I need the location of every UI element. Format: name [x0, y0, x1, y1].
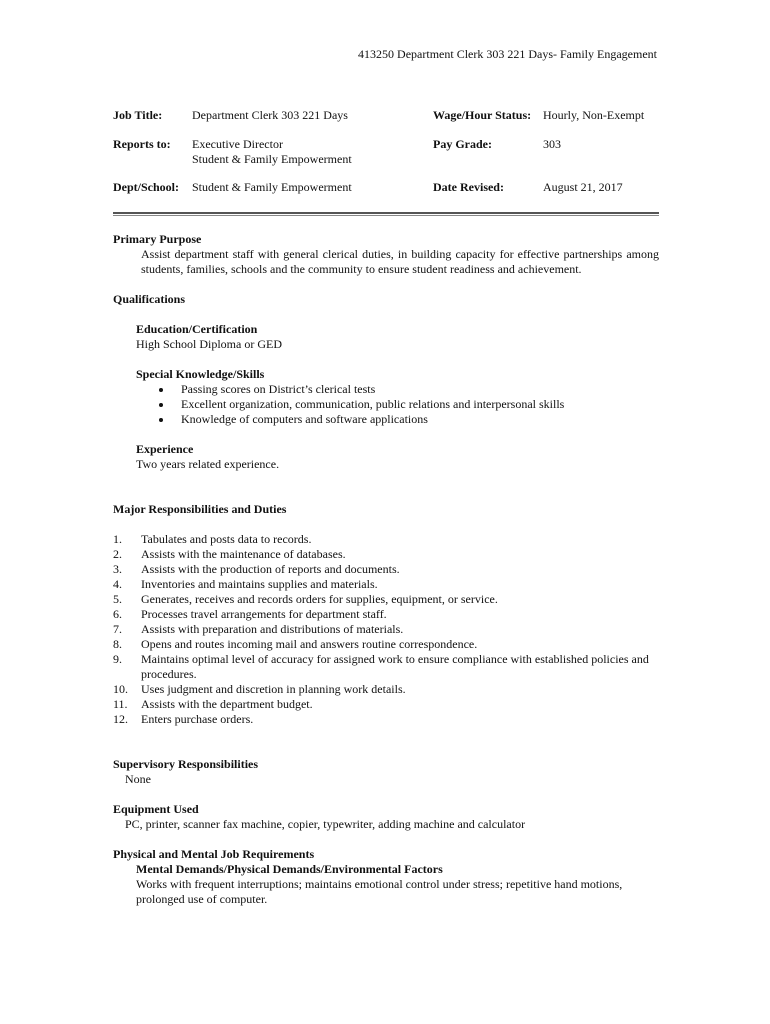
duty-text: Inventories and maintains supplies and materials. [141, 577, 378, 591]
bullet-icon [159, 403, 163, 407]
list-item [113, 622, 659, 637]
info-row-dept [113, 180, 659, 210]
experience-heading: Experience [136, 442, 194, 456]
duty-number: 11. [113, 697, 128, 711]
list-item [136, 412, 659, 427]
education-text: High School Diploma or GED [136, 337, 282, 351]
duties-heading: Major Responsibilities and Duties [113, 502, 287, 516]
divider-thin [113, 215, 659, 216]
duty-text: Processes travel arrangements for department staff. [141, 607, 387, 621]
experience-text: Two years related experience. [136, 457, 280, 471]
education-heading: Education/Certification [136, 322, 258, 336]
duties-list [113, 532, 659, 727]
qualifications-heading: Qualifications [113, 292, 186, 306]
list-item [113, 712, 659, 727]
section-qualifications [113, 292, 659, 472]
reports-to-label: Reports to: [113, 137, 171, 151]
duty-number: 6. [113, 607, 122, 621]
dept-school-value: Student & Family Empowerment [192, 180, 352, 194]
date-revised-value: August 21, 2017 [543, 180, 623, 194]
wage-status-value: Hourly, Non-Exempt [543, 108, 645, 122]
duty-number: 5. [113, 592, 122, 606]
skill-text: Knowledge of computers and software applications [181, 412, 428, 426]
pay-grade-value: 303 [543, 137, 561, 151]
reports-to-value [192, 137, 352, 167]
duty-number: 3. [113, 562, 122, 576]
skill-text: Passing scores on District’s clerical tests [181, 382, 376, 396]
section-primary-purpose [113, 232, 659, 277]
section-physical [113, 847, 659, 907]
divider-thick [113, 212, 659, 214]
skills-list [113, 382, 659, 427]
primary-purpose-heading: Primary Purpose [113, 232, 202, 246]
duty-number: 4. [113, 577, 122, 591]
duty-number: 2. [113, 547, 122, 561]
duty-number: 8. [113, 637, 122, 651]
supervisory-heading: Supervisory Responsibilities [113, 757, 259, 771]
list-item [136, 382, 659, 397]
duty-text: Assists with the maintenance of databases. [141, 547, 346, 561]
list-item [113, 652, 659, 682]
list-item [113, 607, 659, 622]
physical-heading: Physical and Mental Job Requirements [113, 847, 315, 861]
duty-text: Maintains optimal level of accuracy for assigned work to ensure compliance with established policies and procedures. [141, 652, 649, 681]
info-row-reports-to [113, 137, 659, 180]
duty-text: Uses judgment and discretion in planning work details. [141, 682, 406, 696]
section-duties [113, 502, 659, 727]
skill-text: Excellent organization, communication, public relations and interpersonal skills [181, 397, 565, 411]
list-item [113, 592, 659, 607]
list-item [113, 547, 659, 562]
primary-purpose-text: Assist department staff with general clerical duties, in building capacity for effective partnerships among students, families, schools and the community to ensure student readiness and achievement. [141, 247, 659, 276]
physical-text: Works with frequent interruptions; maintains emotional control under stress; repetitive hand motions, prolonged use of computer. [136, 877, 623, 906]
duty-text: Assists with preparation and distributions of materials. [141, 622, 404, 636]
duty-text: Assists with the department budget. [141, 697, 313, 711]
list-item [113, 637, 659, 652]
duty-number: 7. [113, 622, 122, 636]
duty-number: 9. [113, 652, 122, 666]
info-row-job-title [113, 108, 659, 137]
document-header: 413250 Department Clerk 303 221 Days- Family Engagement [358, 47, 657, 61]
duty-text: Assists with the production of reports and documents. [141, 562, 400, 576]
list-item [113, 532, 659, 547]
job-title-value: Department Clerk 303 221 Days [192, 108, 348, 122]
equipment-text: PC, printer, scanner fax machine, copier, typewriter, adding machine and calculator [125, 817, 526, 831]
list-item [113, 697, 659, 712]
wage-status-label: Wage/Hour Status: [433, 108, 532, 122]
reports-to-line-1: Executive Director [192, 137, 283, 151]
list-item [113, 562, 659, 577]
list-item [113, 577, 659, 592]
skills-heading: Special Knowledge/Skills [136, 367, 265, 381]
duty-text: Opens and routes incoming mail and answers routine correspondence. [141, 637, 478, 651]
dept-school-label: Dept/School: [113, 180, 179, 194]
bullet-icon [159, 388, 163, 392]
duty-number: 12. [113, 712, 128, 726]
duty-text: Enters purchase orders. [141, 712, 254, 726]
job-title-label: Job Title: [113, 108, 163, 122]
date-revised-label: Date Revised: [433, 180, 504, 194]
list-item [136, 397, 659, 412]
reports-to-line-2: Student & Family Empowerment [192, 152, 352, 166]
supervisory-text: None [125, 772, 151, 786]
bullet-icon [159, 418, 163, 422]
equipment-heading: Equipment Used [113, 802, 199, 816]
duty-text: Generates, receives and records orders for supplies, equipment, or service. [141, 592, 498, 606]
duty-number: 10. [113, 682, 128, 696]
pay-grade-label: Pay Grade: [433, 137, 492, 151]
section-supervisory [113, 757, 659, 787]
duty-text: Tabulates and posts data to records. [141, 532, 312, 546]
document-body [113, 232, 659, 907]
physical-subheading: Mental Demands/Physical Demands/Environmental Factors [136, 862, 443, 876]
job-info-table [113, 108, 659, 210]
duty-number: 1. [113, 532, 122, 546]
section-equipment [113, 802, 659, 832]
list-item [113, 682, 659, 697]
